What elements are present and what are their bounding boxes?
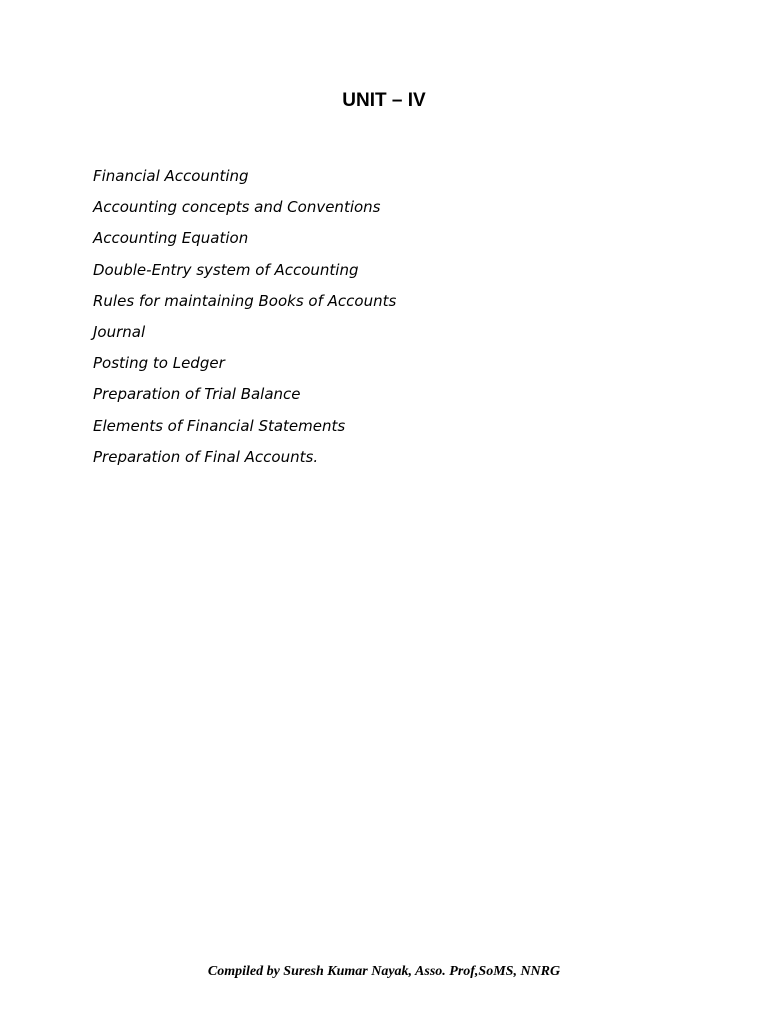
topic-item: Preparation of Trial Balance <box>93 385 301 404</box>
topic-item: Posting to Ledger <box>93 354 225 373</box>
topic-item: Preparation of Final Accounts. <box>93 447 319 466</box>
topic-item: Accounting Equation <box>93 229 249 248</box>
topic-item: Journal <box>93 322 146 341</box>
topic-item: Double-Entry system of Accounting <box>93 260 359 279</box>
topic-list <box>93 166 396 478</box>
topic-item: Accounting concepts and Conventions <box>93 198 381 217</box>
page-title: UNIT – IV <box>342 90 426 111</box>
topic-item: Elements of Financial Statements <box>93 416 346 435</box>
topic-item: Financial Accounting <box>93 167 249 185</box>
footer-credit: Compiled by Suresh Kumar Nayak, Asso. Prof,SoMS, NNRG <box>207 964 561 979</box>
topic-item: Rules for maintaining Books of Accounts <box>93 291 397 310</box>
